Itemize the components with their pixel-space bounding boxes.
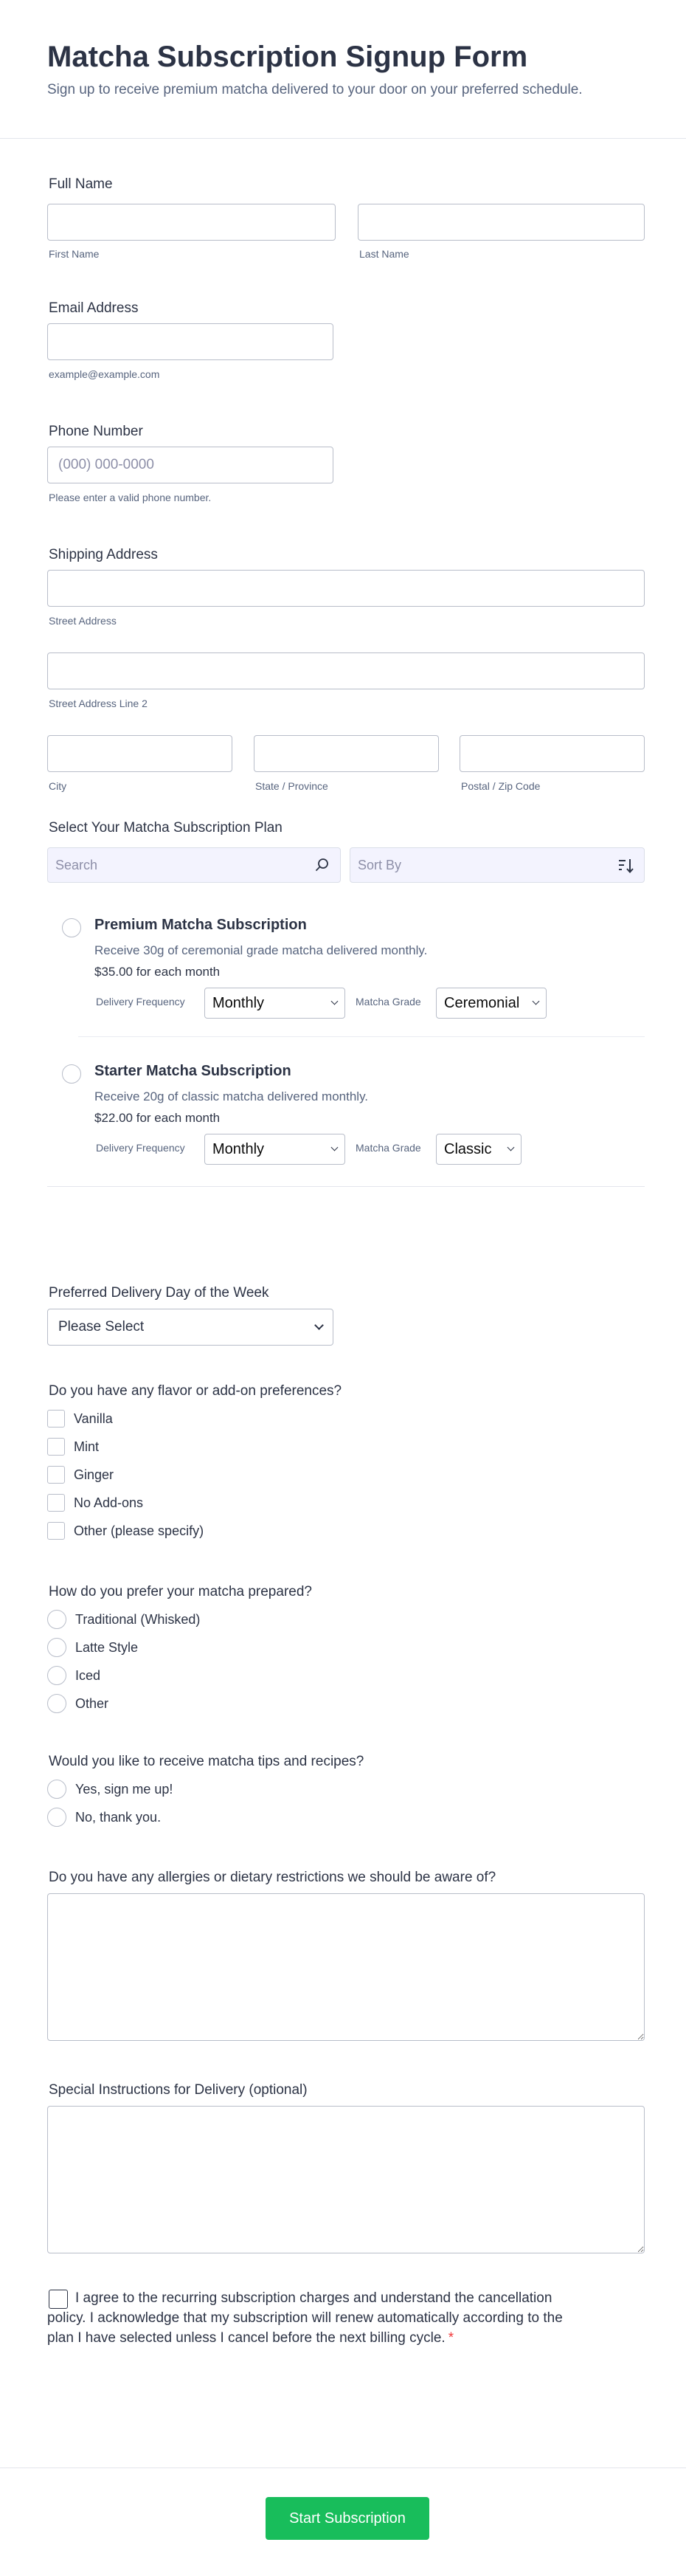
- radio-button[interactable]: [47, 1610, 66, 1629]
- phone-label: Phone Number: [49, 424, 143, 439]
- preparation-option-other[interactable]: [47, 1690, 200, 1718]
- checkbox[interactable]: [47, 1438, 65, 1456]
- sort-by-dropdown[interactable]: [350, 847, 645, 883]
- flavor-option-vanilla[interactable]: [47, 1405, 204, 1433]
- chevron-down-icon: [507, 1144, 515, 1151]
- matcha-grade-select[interactable]: [436, 988, 547, 1019]
- form-body: [0, 176, 686, 2377]
- sort-by-label: Sort By: [358, 858, 402, 872]
- chevron-down-icon: [331, 1144, 339, 1151]
- form-subtitle: Sign up to receive premium matcha delivered to your door on your preferred schedule.: [47, 82, 583, 97]
- plan-bottom-divider: [47, 1186, 645, 1187]
- tips-field: [47, 1753, 639, 1838]
- preparation-field: [47, 1583, 639, 1723]
- preparation-option-traditional[interactable]: [47, 1605, 200, 1633]
- state-sublabel: State / Province: [255, 780, 328, 792]
- checkbox[interactable]: [47, 1494, 65, 1512]
- last-name-input[interactable]: [358, 204, 645, 241]
- delivery-frequency-value: Monthly: [212, 994, 265, 1011]
- agreement-field: [47, 2288, 639, 2377]
- radio-button[interactable]: [47, 1638, 66, 1657]
- option-label: No, thank you.: [75, 1809, 162, 1825]
- search-placeholder: Search: [55, 858, 98, 872]
- flavor-option-mint[interactable]: [47, 1433, 204, 1461]
- required-asterisk: *: [448, 2330, 454, 2346]
- option-label: Mint: [74, 1439, 100, 1454]
- street-address-line2-sublabel: Street Address Line 2: [49, 698, 148, 709]
- preparation-option-iced[interactable]: [47, 1661, 200, 1690]
- product-description: Receive 20g of classic matcha delivered monthly.: [94, 1089, 369, 1103]
- delivery-frequency-value: Monthly: [212, 1140, 265, 1157]
- option-label: Iced: [75, 1667, 101, 1683]
- option-label: Yes, sign me up!: [75, 1781, 173, 1797]
- allergies-label: Do you have any allergies or dietary restrictions we should be aware of?: [49, 1870, 496, 1885]
- radio-button[interactable]: [47, 1780, 66, 1799]
- preparation-options: [47, 1605, 200, 1718]
- product-search-input[interactable]: [47, 847, 341, 883]
- phone-input[interactable]: [47, 447, 333, 483]
- product-name: Premium Matcha Subscription: [94, 917, 307, 933]
- last-name-sublabel: Last Name: [359, 248, 409, 260]
- street-address-input[interactable]: [47, 570, 645, 607]
- matcha-grade-value: Ceremonial: [444, 994, 520, 1011]
- product-description: Receive 30g of ceremonial grade matcha delivered monthly.: [94, 943, 428, 957]
- agreement-text-content: I agree to the recurring subscription charges and understand the cancellation policy. I acknowledge that my subscription will renew automatically according to the plan I have selected unless I cancel before the next billing cycle.: [47, 2290, 563, 2346]
- option-label: No Add-ons: [74, 1495, 144, 1510]
- phone-field: [47, 423, 639, 519]
- delivery-frequency-select[interactable]: [204, 988, 345, 1019]
- chevron-down-icon: [533, 998, 540, 1005]
- checkbox[interactable]: [47, 1466, 65, 1484]
- flavor-option-ginger[interactable]: [47, 1461, 204, 1489]
- delivery-instructions-field: [47, 2081, 639, 2266]
- full-name-label: Full Name: [49, 176, 113, 192]
- allergies-textarea[interactable]: [47, 1893, 645, 2041]
- product-item[interactable]: [47, 1058, 645, 1169]
- city-sublabel: City: [49, 780, 67, 792]
- product-name: Starter Matcha Subscription: [94, 1063, 291, 1079]
- matcha-grade-value: Classic: [444, 1140, 492, 1157]
- chevron-down-icon: [331, 998, 339, 1005]
- shipping-address-label: Shipping Address: [49, 547, 158, 562]
- delivery-frequency-label: Delivery Frequency: [96, 996, 185, 1008]
- state-input[interactable]: [254, 735, 439, 772]
- flavor-options: [47, 1405, 204, 1545]
- email-field: [47, 300, 639, 396]
- option-label: Ginger: [74, 1467, 114, 1482]
- tips-label: Would you like to receive matcha tips and recipes?: [49, 1754, 364, 1769]
- submit-area: [0, 2467, 686, 2576]
- first-name-input[interactable]: [47, 204, 336, 241]
- delivery-instructions-label: Special Instructions for Delivery (optional): [49, 2082, 308, 2098]
- start-subscription-button[interactable]: Start Subscription: [266, 2497, 429, 2540]
- form-title: Matcha Subscription Signup Form: [47, 41, 528, 73]
- product-price: $35.00 for each month: [94, 965, 221, 979]
- zip-input[interactable]: [460, 735, 645, 772]
- matcha-grade-label: Matcha Grade: [356, 1142, 421, 1154]
- city-input[interactable]: [47, 735, 232, 772]
- matcha-grade-select[interactable]: [436, 1134, 522, 1165]
- search-icon: [315, 858, 330, 872]
- form-header: [0, 0, 686, 139]
- option-label: Latte Style: [75, 1639, 139, 1655]
- preparation-label: How do you prefer your matcha prepared?: [49, 1584, 312, 1599]
- subscription-plan-field: [47, 819, 639, 1207]
- tips-option-no[interactable]: [47, 1803, 173, 1831]
- matcha-grade-label: Matcha Grade: [356, 996, 421, 1008]
- email-label: Email Address: [49, 300, 139, 316]
- subscription-plan-label: Select Your Matcha Subscription Plan: [49, 820, 283, 836]
- flavor-preferences-field: [47, 1382, 639, 1556]
- radio-button[interactable]: [47, 1808, 66, 1827]
- shipping-address-field: [47, 546, 639, 819]
- delivery-instructions-textarea[interactable]: [47, 2106, 645, 2253]
- product-radio[interactable]: [62, 1064, 81, 1084]
- preparation-option-latte[interactable]: [47, 1633, 200, 1661]
- email-input[interactable]: [47, 323, 333, 360]
- radio-button[interactable]: [47, 1694, 66, 1713]
- radio-button[interactable]: [47, 1666, 66, 1685]
- street-address-line2-input[interactable]: [47, 652, 645, 689]
- phone-sublabel: Please enter a valid phone number.: [49, 492, 212, 503]
- allergies-field: [47, 1869, 639, 2053]
- full-name-field: [47, 176, 639, 283]
- option-label: Other (please specify): [74, 1523, 204, 1538]
- option-label: Traditional (Whisked): [75, 1611, 201, 1627]
- checkbox[interactable]: [47, 1410, 65, 1428]
- street-address-sublabel: Street Address: [49, 615, 117, 627]
- agreement-text: [47, 2288, 578, 2348]
- delivery-day-value: Please Select: [58, 1319, 145, 1335]
- delivery-day-field: [47, 1284, 639, 1366]
- sort-icon: [617, 857, 635, 875]
- delivery-frequency-select[interactable]: [204, 1134, 345, 1165]
- option-label: Vanilla: [74, 1411, 113, 1426]
- tips-option-yes[interactable]: [47, 1775, 173, 1803]
- first-name-sublabel: First Name: [49, 248, 100, 260]
- delivery-day-label: Preferred Delivery Day of the Week: [49, 1285, 269, 1301]
- product-item[interactable]: [47, 912, 645, 1023]
- product-divider: [78, 1036, 645, 1037]
- checkbox[interactable]: [47, 1522, 65, 1540]
- option-label: Other: [75, 1695, 109, 1711]
- chevron-down-icon: [314, 1320, 324, 1330]
- email-sublabel: example@example.com: [49, 368, 160, 380]
- product-price: $22.00 for each month: [94, 1111, 221, 1125]
- flavor-option-no-addons[interactable]: [47, 1489, 204, 1517]
- flavor-preferences-label: Do you have any flavor or add-on preferences?: [49, 1383, 342, 1399]
- delivery-day-select[interactable]: [47, 1309, 333, 1346]
- tips-options: [47, 1775, 173, 1831]
- zip-sublabel: Postal / Zip Code: [461, 780, 541, 792]
- product-radio[interactable]: [62, 918, 81, 937]
- flavor-option-other[interactable]: [47, 1517, 204, 1545]
- delivery-frequency-label: Delivery Frequency: [96, 1142, 185, 1154]
